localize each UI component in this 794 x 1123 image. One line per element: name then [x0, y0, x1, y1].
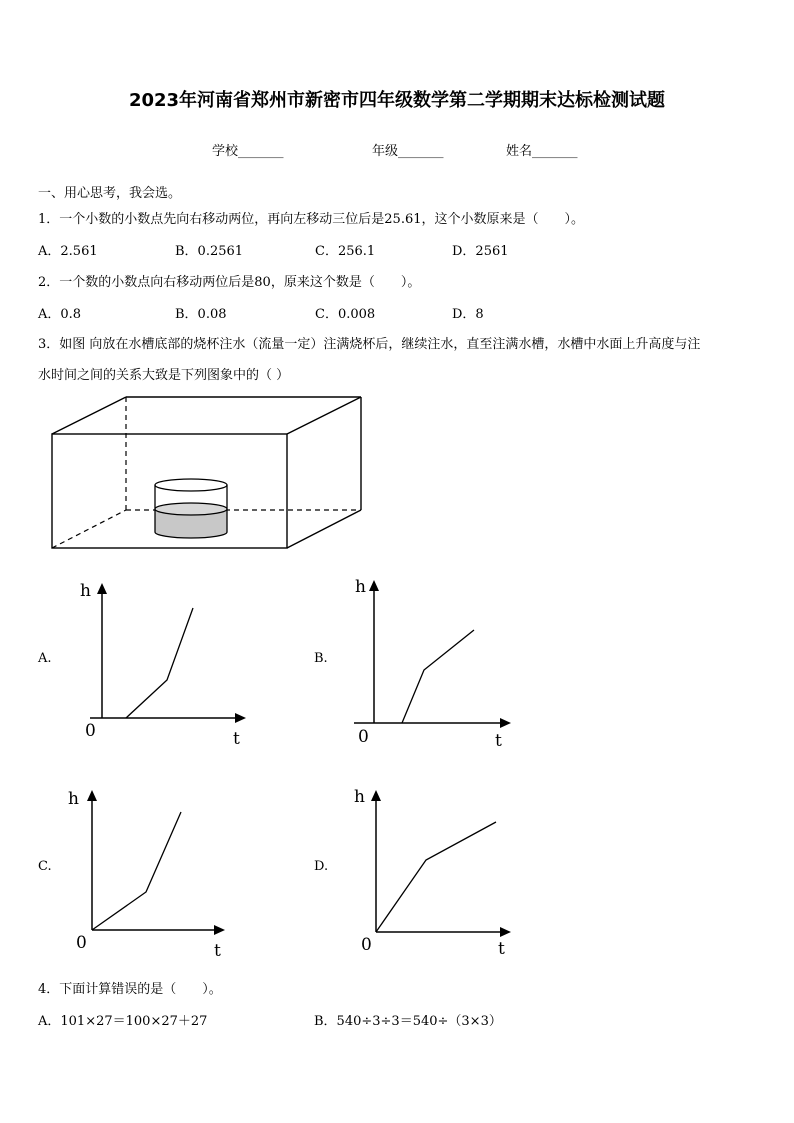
q4-option-b: B．540÷3÷3＝540÷（3×3）	[314, 1014, 502, 1029]
t-axis-label: t	[498, 939, 505, 959]
question-2: 2．一个数的小数点向右移动两位后是80，原来这个数是（ ）。	[38, 275, 421, 290]
school-field: 学校_______	[212, 144, 284, 159]
t-axis-label: t	[495, 731, 502, 751]
q1-option-c: C．256.1	[315, 244, 376, 259]
q4-option-a: A．101×27＝100×27＋27	[38, 1014, 208, 1029]
question-3-line-2: 水时间之间的关系大致是下列图象中的（ ）	[38, 368, 290, 383]
q2-option-c: C．0.008	[315, 307, 376, 322]
h-axis-label: h	[68, 789, 79, 809]
h-axis-label: h	[354, 787, 365, 807]
question-1: 1．一个小数的小数点先向右移动两位，再向左移动三位后是25.61，这个小数原来是（ ）。	[38, 212, 584, 227]
name-field: 姓名_______	[506, 144, 578, 159]
graph-b-label[interactable]: B.	[314, 651, 328, 666]
beaker	[155, 479, 227, 538]
graph-d-label[interactable]: D.	[314, 859, 329, 874]
q2-option-a: A．0.8	[38, 307, 82, 322]
q1-option-b: B．0.2561	[175, 244, 244, 259]
q1-option-d: D．2561	[452, 244, 509, 259]
origin-label: 0	[358, 727, 369, 747]
graph-d	[350, 784, 530, 966]
graph-c-label[interactable]: C.	[38, 859, 52, 874]
page-title: 2023年河南省郑州市新密市四年级数学第二学期期末达标检测试题	[128, 90, 666, 111]
t-axis-label: t	[233, 729, 240, 749]
graph-c	[64, 784, 244, 966]
h-axis-label: h	[355, 577, 366, 597]
section-heading: 一、用心思考，我会选。	[38, 186, 182, 201]
origin-label: 0	[85, 721, 96, 741]
grade-field: 年级_______	[372, 144, 444, 159]
question-3-line-1: 3．如图 向放在水槽底部的烧杯注水（流量一定）注满烧杯后，继续注水，直至注满水槽，水槽中水面上升高度与注	[38, 337, 701, 352]
tank-beaker-diagram	[48, 392, 368, 554]
q2-option-d: D．8	[452, 307, 484, 322]
q1-option-a: A．2.561	[38, 244, 98, 259]
q2-option-b: B．0.08	[175, 307, 227, 322]
t-axis-label: t	[214, 941, 221, 961]
h-axis-label: h	[80, 581, 91, 601]
graph-b	[352, 574, 532, 756]
graph-a-label[interactable]: A.	[38, 651, 52, 666]
question-4: 4．下面计算错误的是（ ）。	[38, 982, 222, 997]
origin-label: 0	[76, 933, 87, 953]
graph-a	[80, 576, 260, 758]
origin-label: 0	[361, 935, 372, 955]
